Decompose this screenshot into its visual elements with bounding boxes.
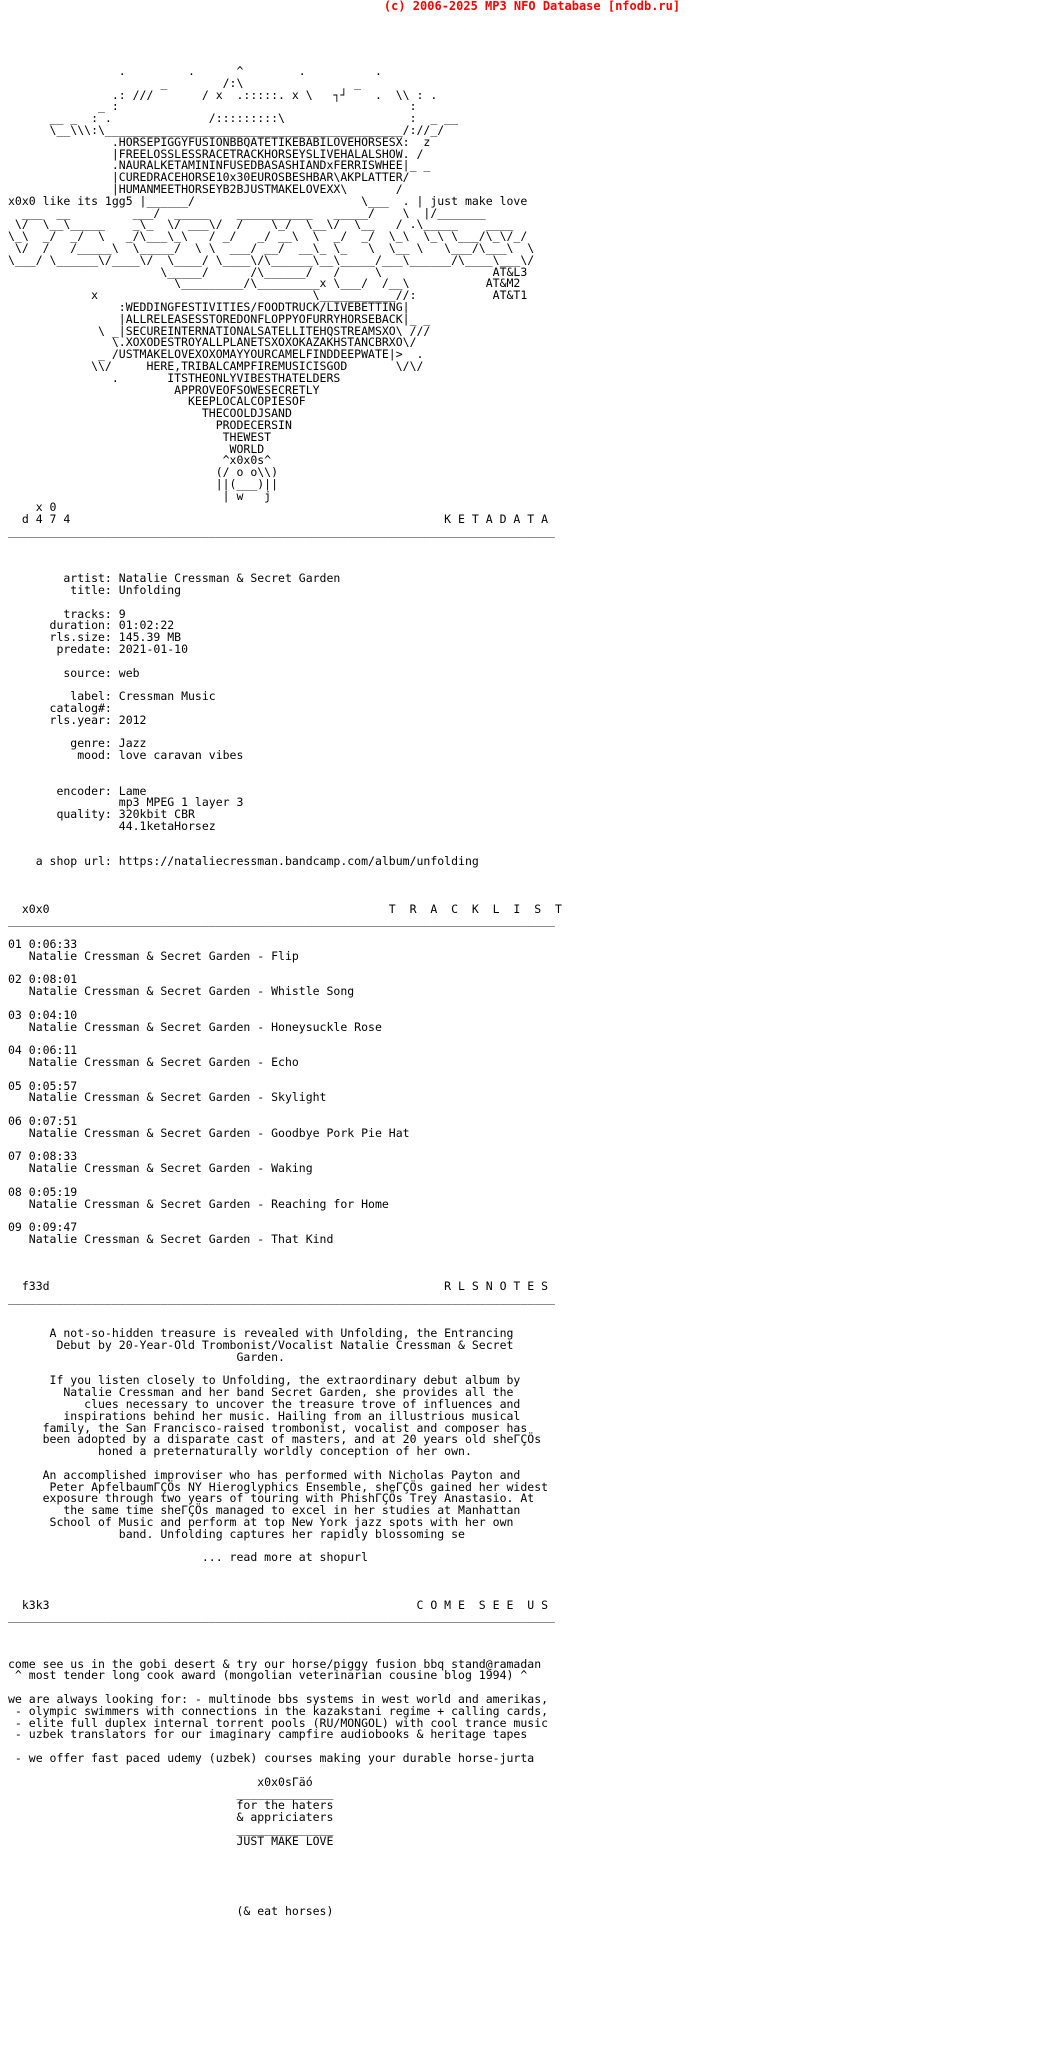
nfo-text-content: . . ^ . . _ /:\ _ .: /// / x .:::::. x \ ┐┘ . \\ : . _ : : __ _ : . /:::::::::\ : _ __ \__\\\:\___________________________________________/://_/ .HORSEPIGGYFUSIONBBQATETIKEBABILOVEHORSESX: z |FREELOSSLESSRACETRACKHORSEYSLIVEHALALSHOW. / .NAURALKETAMININFUSEDBASASHIANDxFERRISWHEE|_ _ |CUREDRACEHORSE10x30EUROSBESHBAR\AKPLATTER/ |HUMANMEETHORSEYB2BJUSTMAKELOVEXX\ / x0x0 like its 1gg5 |______/ \___ . | just make love ___ __ ___/ _____ ___________ _____/ \ |/_______ \/ \__\_____ _\_ \/ ___\/ / \_/ \__\/ \__ / .\_____ ____ \_\ _/ _/ \ _/\___\_\ / _/ _/ __\ \ _/ _/ \_\ \_\ \___/\_\/_/ \/ / /_____\ \_____/ \ \ ___/ __/ __\_ \_ \ \__ \ \___/\___\ \ \___/ \______\/____\/ \____/ \____\/\______\__\_____/___\______/\____\___\/ \_____/ /\______/ / \ AT&L3 \_________/\_________x \___/ /__\ AT&M2 x \___________//: AT&T1 :WEDDINGFESTIVITIES/FOODTRUCK/LIVEBETTING| |ALLRELEASESSTOREDONFLOPPYOFURRYHORSEBACK|_ _ \ _|SECUREINTERNATIONALSATELLITEHQSTREAMSXO\ /// \.XOXODESTROYALLPLANETSXOXOKAZAKHSTANCBRXO\/ _ /USTMAKELOVEXOXOMAYYOURCAMELFINDDEEPWATE|> . \\/ HERE,TRIBALCAMPFIREMUSICISGOD \/\/ . ITSTHEONLYVIBESTHATELDERS APPROVEOFSOWESECRETLY KEEPLOCALCOPIESOF THECOOLDJSAND PRODECERSIN THEWEST WORLD ^x0x0s^ (/ o o\\) ||(___)|| | w j x 0 d 4 7 4 K E T A D A T A _______________________________________________________________________________ artist: Natalie Cressman & Secret Garden title: Unfolding tracks: 9 duration: 01:02:22 rls.size: 145.39 MB predate: 2021-01-10 source: web label: Cressman Music catalog#: rls.year: 2012 genre: Jazz mood: love caravan vibes encoder: Lame mp3 MPEG 1 layer 3 quality: 320kbit CBR 44.1ketaHorsez a shop url: https://nataliecressman.bandcamp.com/album/unfolding x0x0 T R A C K L I S T _______________________________________________________________________________ 01 0:06:33 Natalie Cressman & Secret Garden - Flip 02 0:08:01 Natalie Cressman & Secret Garden - Whistle Song 03 0:04:10 Natalie Cressman & Secret Garden - Honeysuckle Rose 04 0:06:11 Natalie Cressman & Secret Garden - Echo 05 0:05:57 Natalie Cressman & Secret Garden - Skylight 06 0:07:51 Natalie Cressman & Secret Garden - Goodbye Pork Pie Hat 07 0:08:33 Natalie Cressman & Secret Garden - Waking 08 0:05:19 Natalie Cressman & Secret Garden - Reaching for Home 09 0:09:47 Natalie Cressman & Secret Garden - That Kind f33d R L S N O T E S _______________________________________________________________________________ A not-so-hidden treasure is revealed with Unfolding, the Entrancing Debut by 20-Year-Old Trombonist/Vocalist Natalie Cressman & Secret Garden. If you listen closely to Unfolding, the extraordinary debut album by Natalie Cressman and her band Secret Garden, she provides all the clues necessary to uncover the treasure trove of influences and inspirations behind her music. Hailing from an illustrious musical family, the San Francisco-raised trombonist, vocalist and composer has been adopted by a disparate cast of masters, and at 20 years old sheΓÇÖs honed a preternaturally worldly conception of her own. An accomplished improviser who has performed with Nicholas Payton and Peter ApfelbaumΓÇÖs NY Hieroglyphics Ensemble, sheΓÇÖs gained her widest exposure through two years of touring with PhishΓÇÖs Trey Anastasio. At the same time sheΓÇÖs managed to excel in her studies at Manhattan School of Music and perform at top New York jazz spots with her own band. Unfolding captures her rapidly blossoming se ... read more at shopurl k3k3 C O M E S E E U S _______________________________________________________________________________ come see us in the gobi desert & try our horse/piggy fusion bbq stand@ramadan ^ most tender long cook award (mongolian veterinarian cousine blog 1994) ^ we are always looking for: - multinode bbs systems in west world and amerikas, - olympic swimmers with connections in the kazakstani regime + calling cards, - elite full duplex internal torrent pools (RU/MONGOL) with cool trance music - uzbek translators for our imaginary campfire audiobooks & heritage tapes - we offer fast paced udemy (uzbek) courses making your durable horse-jurta x0x0sΓäó ______________ for the haters & appriciaters ______________ JUST MAKE LOVE (& eat horses) <box>8 64 562 1919</box>
site-copyright-header: (c) 2006-2025 MP3 NFO Database [nfodb.ru] <box>383 0 681 13</box>
